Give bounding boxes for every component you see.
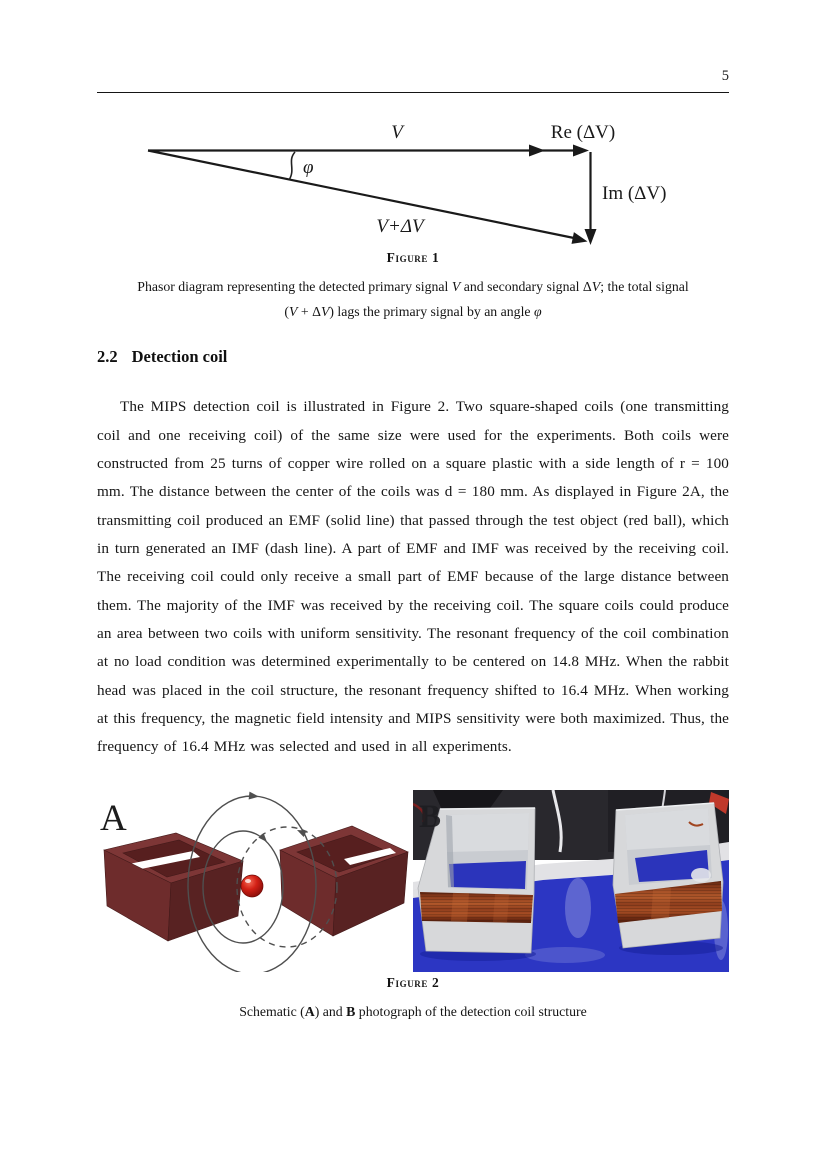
panel-a-label: A <box>100 798 127 839</box>
body-paragraph: The MIPS detection coil is illustrated in Figure 2. Two square-shaped coils (one transmitting coil and one receiving coil) of the same size were used for the experiments. Both coils were constructed from 25 turns of copper wire rolled on a square plastic with a side length of r = 100 mm. The distance between the center of the coils was d = 180 mm. As displayed in Figure 2A, the transmitting coil produced an EMF (solid line) that passed through the test object (red ball), which in turn generated an IMF (dash line). A part of EMF and IMF was received by the receiving coil. The receiving coil could only receive a small part of EMF because of the large distance between them. The majority of the IMF was received by the receiving coil. The square coils could produce an area between two coils with uniform sensitivity. The resonant frequency of the coil combination at no load condition was determined experimentally to be centered on 14.8 MHz. When the rabbit head was placed in the coil structure, the resonant frequency shifted to 16.4 MHz. When working at this frequency, the magnetic field intensity and MIPS sensitivity were both maximized. Thus, the frequency of 16.4 MHz was selected and used in all experiments. <box>97 398 729 756</box>
figure2-caption <box>97 975 729 1024</box>
figure1-phasor-diagram <box>97 108 729 253</box>
figure1-caption <box>97 250 729 324</box>
right-coil-box <box>613 803 723 948</box>
phasor-phi-label: φ <box>303 157 314 178</box>
phasor-re-label: Re (ΔV) <box>550 122 616 143</box>
test-object-ball <box>241 875 263 897</box>
phasor-total-label: V+ΔV <box>376 216 424 237</box>
phasor-im-vector <box>585 152 597 245</box>
figure2-caption-line: Schematic (A) and B photograph of the detection coil structure <box>239 1004 587 1019</box>
header-rule <box>97 92 729 93</box>
section-title: Detection coil <box>131 347 228 366</box>
panel-b-label: B <box>419 799 442 835</box>
transmit-coil <box>104 833 243 941</box>
section-heading <box>97 347 227 367</box>
figure2-panel-a-schematic <box>97 790 410 972</box>
page-number: 5 <box>721 68 729 84</box>
figure2-panel-b-photo <box>413 790 729 972</box>
figure2-title: Figure 2 <box>386 975 440 990</box>
receive-coil <box>280 826 408 936</box>
phasor-im-label: Im (ΔV) <box>602 183 667 204</box>
figure1-title: Figure 1 <box>386 250 440 265</box>
figure1-caption-line2: (V + ΔV) lags the primary signal by an angle φ <box>284 304 542 319</box>
phasor-v-label: V <box>391 122 403 143</box>
figure1-caption-line1: Phasor diagram representing the detected primary signal V and secondary signal ΔV; the total signal <box>137 279 689 294</box>
figure2 <box>97 790 729 972</box>
phasor-total-vector <box>148 151 588 244</box>
phasor-angle-arc <box>289 152 295 180</box>
phasor-v-vector <box>148 145 589 157</box>
section-number: 2.2 <box>97 347 118 366</box>
